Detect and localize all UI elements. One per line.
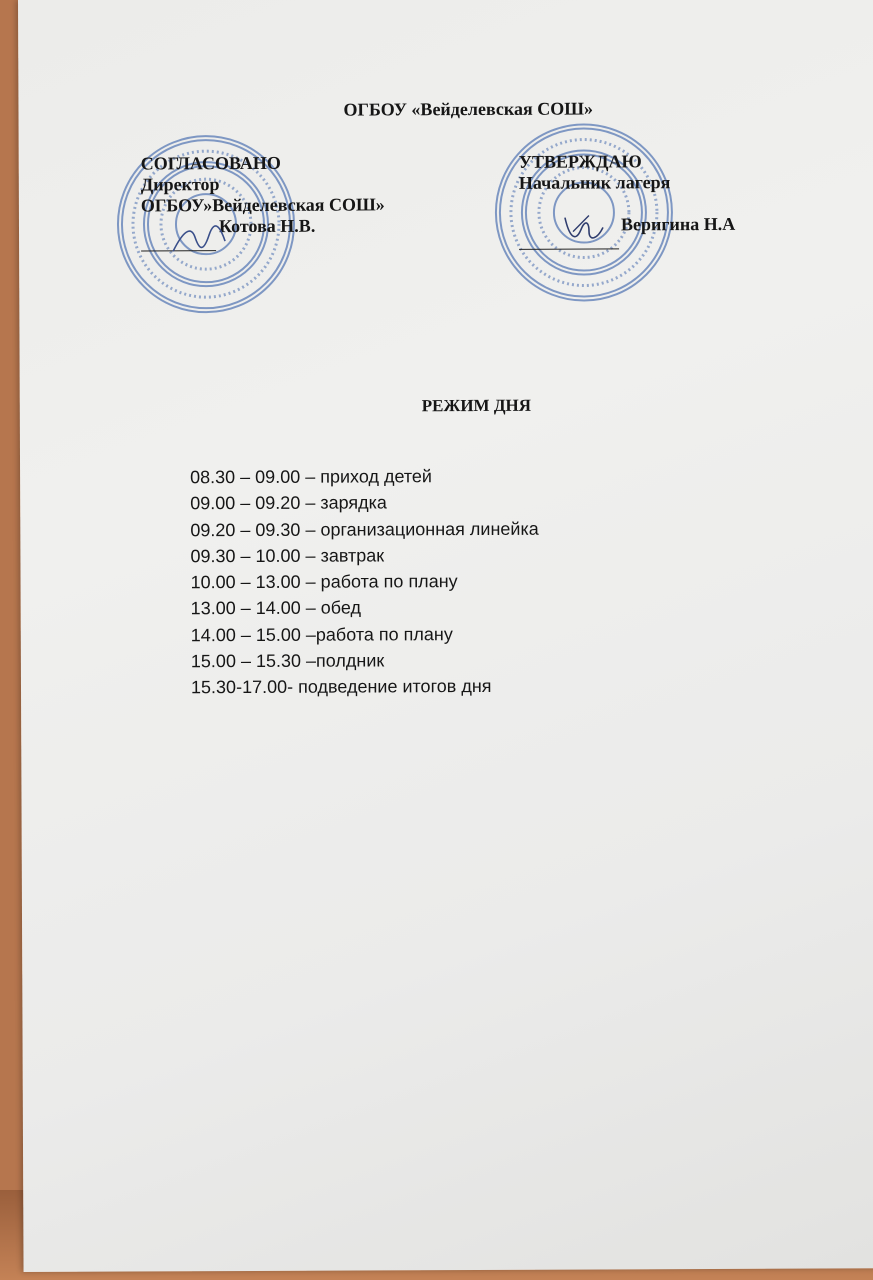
approval-role-right: Начальник лагеря: [518, 172, 671, 193]
approval-block-right: [519, 151, 736, 236]
schedule-item: 09.30 – 10.00 – завтрак: [190, 545, 385, 567]
daily-schedule-list: [190, 463, 539, 701]
signature-left-icon: [169, 221, 229, 257]
approval-heading-right: УТВЕРЖДАЮ: [518, 151, 642, 172]
schedule-item: 14.00 – 15.00 –работа по плану: [190, 623, 453, 646]
signature-right-icon: [559, 209, 609, 249]
schedule-item: 13.00 – 14.00 – обед: [190, 597, 362, 619]
signatory-name-right: Веригина Н.А: [620, 213, 736, 235]
signatory-name-left: Котова Н.В.: [218, 215, 316, 237]
document-title: РЕЖИМ ДНЯ: [421, 395, 532, 416]
approval-org-left: ОГБОУ»Вейделевская СОШ»: [140, 194, 385, 216]
schedule-item: 09.20 – 09.30 – организационная линейка: [190, 518, 539, 540]
schedule-item: 15.30-17.00- подведение итогов дня: [190, 676, 492, 698]
schedule-item: 08.30 – 09.00 – приход детей: [190, 466, 433, 488]
approval-heading-left: СОГЛАСОВАНО: [140, 152, 281, 174]
schedule-item: 15.00 – 15.30 –полдник: [190, 650, 385, 672]
schedule-item: 10.00 – 13.00 – работа по плану: [190, 571, 458, 593]
document-page: [18, 0, 873, 1272]
school-name: ОГБОУ «Вейделевская СОШ»: [343, 98, 594, 120]
approval-role-left: Директор: [140, 174, 220, 195]
schedule-item: 09.00 – 09.20 – зарядка: [190, 492, 387, 514]
